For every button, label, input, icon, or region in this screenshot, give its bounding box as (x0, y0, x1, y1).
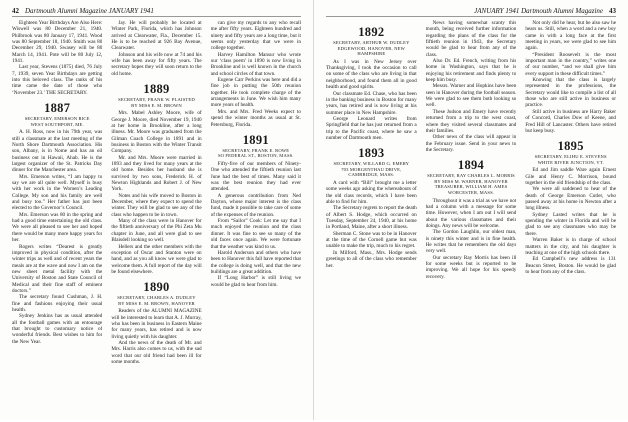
body-paragraph: George Leonard writes from Springfield that he has just returned from a trip to the Pacific coast, where he saw a number of Dartmouth men. (326, 115, 417, 141)
text-column (426, 20, 517, 422)
running-head-left (12, 6, 301, 17)
text-column (111, 20, 201, 422)
class-secretary-line: SECRETARY, FRANK E. ROWE SO FEDERAL ST., BOSTON, MASS. (217, 147, 294, 159)
body-paragraph: In Milford, Mass., Mrs. Hodge sends greetings to all of the class who remember her. (326, 249, 417, 269)
class-year-heading: 1890 (143, 280, 170, 295)
body-paragraph: A generous contribution from Ned Dayton, whose major interest is the class fund, made it possible to take care of some of the expenses of the reunion. (210, 192, 301, 218)
page-number-right: 43 (609, 7, 616, 15)
text-column (326, 20, 417, 422)
body-paragraph: A. H. Ross, now in his 79th year, was still a classmate at the last meeting of the North Shore Dartmouth Association. His son, Albany, is in Nome and has an oil business out in Hawaii, Ahab. He is the largest organizer of the St. Patricks Day dinner for the Manchester area. (12, 129, 103, 174)
right-page (314, 0, 628, 420)
class-year-heading: 1887 (44, 101, 71, 116)
body-paragraph: Mrs. and Mrs. Fred Weeks expect to spend the winter months as usual at St. Petersburg, Florida. (210, 108, 301, 128)
text-column (211, 20, 301, 422)
body-paragraph: If “Long Harbor” is still living we would be glad to hear from him. (210, 275, 301, 288)
body-paragraph: Sherman C. Stone was to be in Hanover at the time of the Cornell game but was unable to make the trip, much to his regret. (326, 230, 417, 250)
body-paragraph: News having somewhat scanty this month, being received further information regarding the plans of the class for the fiftieth reunion in 1943, the Secretary would be glad to hear from any of the class. (425, 20, 517, 58)
body-paragraph: Mrs. Emerson writes, “I am happy to say we are all quite well. Myself is busy with her work in the Women’s Leading College. My son and his family are well and busy too.” Her father has just been elected to the Governor’s Council. (12, 173, 103, 212)
class-secretary-line: SECRETARY, ARTHUR W. DUDLEY EDGEWOOD, HANOVER, NEW HAMPSHIRE (333, 40, 410, 57)
body-paragraph: The Secretary regrets to report the death of Albert S. Hodge, which occurred on Tuesday, September 24, 1940, at his home in Portland, Maine, after a short illness. (326, 205, 417, 231)
body-paragraph: Harvey Hamilton Mansur who wrote our ‘class poem’ in 1890 is now living in Brookline and is well known in the church and school circles of that town. (210, 51, 301, 77)
class-secretary-line: SECRETARY, FRANK W. PLAISTED BY MISS E. M. BROWN (118, 97, 195, 108)
body-paragraph: Sydney Jenkins has as usual attended all the football games with an entourage that brought to customary notice of wonderful friends. Best wishes to him for the New Year. (12, 313, 103, 345)
body-paragraph: Harold Anderson and others who have been to Hanover this fall have reported that the college is doing well, and that the new buildings are a great addition. (210, 249, 301, 275)
body-paragraph: Fifty-five of our members of Ninety-One who attended the fiftieth reunion last June had the best of times. Many said it was the best reunion they had ever attended. (210, 161, 301, 193)
body-paragraph: Other news of the class will appear in the February issue. Send in your news to the Secretary. (425, 134, 517, 153)
body-paragraph: And the news of the death of Mr. and Mrs. Harris also comes to us, with the sad word that our old friend had been ill for some months. (111, 340, 202, 366)
running-title-left: Dartmouth Alumni Magazine JANUARY 1941 (25, 7, 154, 15)
body-paragraph: Hellers and the other members with the exception of Oscar and Stanton were on hand, and as you all know we were glad to welcome them. A full report of the day will be found elsewhere. (111, 243, 202, 275)
body-paragraph: Also Dr. Ed. French, writing from his home in Washington, says that he is enjoying his retirement and finds plenty to keep him busy. (425, 58, 517, 84)
class-year-heading: 1895 (557, 139, 584, 154)
body-paragraph: Not only did he hear, but he also saw he hears us. Still, when a word and a new boy came in with a long face at the first meeting in years, we were glad to see him again. (525, 20, 616, 52)
running-head-right (326, 6, 616, 17)
class-secretary-line: SECRETARY, WILLARD G. EMERY 703 MORGENTHAU DRIVE, CAMBRIDGE, MASS. (333, 161, 410, 178)
body-paragraph: Rogers writes “Dearest is greatly improved in physical condition, after the winter trips as well and of recent years the meals are at the wave and now I am on the new sheet metal facility with the University of Boston and State Council of Medical and their fine staff of eminent doctors.” (12, 243, 103, 294)
body-paragraph: These Judson and Emery have recently returned from a trip to the west coast, where they visited several classmates and their families. (425, 108, 517, 134)
body-paragraph: A card with “Bill” brought me a letter some weeks ago asking the whereabouts of the old class records, which I have been able to find for him. (326, 180, 417, 206)
body-paragraph: Eugene Carr Perkins was here and did a fine job in putting the 50th reunion together. He took complete charge of the arrangements in June. We wish him many more years of health. (210, 77, 301, 109)
left-page (0, 0, 314, 420)
class-secretary-line: SECRETARY, EMERSON RICE WEST SOUTHPORT, ME. (24, 116, 90, 127)
body-paragraph: The secretary found Cushman, J. H. fine and fashions enjoying their usual health. (12, 294, 103, 313)
body-paragraph: Sydney Lasted writes that he is spending the winter in Florida and will be glad to see any classmates who may be there. (525, 211, 616, 237)
body-paragraph: Notes and his wife moved to Boston in December, where they expect to spend the winter. They will be glad to see any of the class who happen to be in town. (111, 192, 202, 218)
body-paragraph: Knowing that the class is largely represented in the professions, the Secretary would like to compile a list of all those who are still active in business or practice. (525, 77, 616, 109)
body-paragraph: As I was in New Jersey over Thanksgiving, I took the occasion to call on some of the class who are living in that neighborhood, and found them all in good health and good spirits. (326, 58, 417, 91)
body-paragraph: The Gordon Laughlin, our oldest man, is ninety this winter and is in fine health. He writes that he remembers the old days very well. (425, 229, 517, 255)
body-paragraph: Mrs. Emerson was 80 in the spring and had a good time entertaining the old class. We were all pleased to see her and hoped there would be many more happy years for her. (12, 211, 103, 244)
body-paragraph: Ed Campbell’s new address is 131 Beacon Street, Boston. He would be glad to hear from any of the class. (525, 256, 616, 275)
class-secretary-line: SECRETARY, CHARLES A. DUDLEY BY MISS E. M. BROWN, HANOVER (117, 295, 196, 306)
body-paragraph: Still active in business are Harry Baker of Concord, Charles Dow of Keene, and Fred Hill of Lancaster. Others have retired but keep busy. (525, 108, 616, 134)
body-paragraph: Throughout it was a trial as we have not had a column with a message for some time. However, when I am out I will send about the various classmates and their doings. Any news will be welcome. (425, 197, 517, 229)
body-paragraph: We were all saddened to hear of the death of George Emerson Cutler, who passed away at his home in Newton after a long illness. (525, 186, 616, 212)
body-paragraph: From “Sailor” Cook: Let me say that I much enjoyed the reunion and the class dinner. It was fine to see so many of the old faces once again. We were fortunate that the weather was kind to us. (210, 218, 301, 250)
body-paragraph: Mr. and Mrs. Moore were married in 1893 and they lived for many years at the old home. Besides her husband she is survived by two sons, Frederick H. of Newton Highlands and Robert J. of New York. (111, 154, 202, 193)
text-column (525, 20, 616, 422)
page-number-left: 42 (12, 7, 19, 15)
body-paragraph: Eighteen Year Birthdays Are Also Here: Wiswell was 80 December 21, 1940. Philbrook was 80 January 17, 1941. Wood was 80 September 18, 1940. Smith was 80 December 29, 1940. Swasey will be 80 March 14, 1941. Pote will be 80 July 12, 1941. (12, 20, 103, 65)
body-paragraph: Our secretary Ray Morris has been ill for some weeks but is reported to be improving. We all hope for his speedy recovery. (425, 254, 517, 280)
text-column (12, 20, 102, 422)
class-year-heading: 1894 (457, 158, 485, 173)
class-year-heading: 1893 (358, 146, 385, 161)
body-paragraph: Many of the class were in Hanover for the fiftieth anniversary of the Phi Zeta Mu chapter in June, and all were glad to see Blaisdell looking so well. (111, 218, 202, 244)
right-columns (326, 20, 616, 422)
body-paragraph: Johnson and his wife now at 74 and his wife has been away for fifty years. The secretary hopes they will soon return to the old home. (111, 51, 202, 77)
body-paragraph: Jay. He will probably be located at Winter Park, Florida, which has Johnson arrived at Clearwater, Fla., December 15. He is to be reached at 926 Bay Avenue, Clearwater. (111, 20, 202, 52)
body-paragraph: can give my regards to any who recall me after fifty years. Eighteen hundred and ninety and fifty years are a long time, but it seems only yesterday that we were in college together. (210, 20, 301, 52)
class-year-heading: 1891 (242, 132, 269, 147)
body-paragraph: Mrs. Mabel Ashley Moore, wife of George J. Moore, died November 19, 1940 at her home in Brookline, after a long illness. Mr. Moore was graduated from the Gilman Coach College in 1891 and in business in Boston with the Winter Transit Company. (111, 110, 202, 155)
body-paragraph: Ed and Jim saddle Ware again Ernest Gile and Henry C. Morrison, bound together in the old friendship of the class. (525, 167, 616, 187)
body-paragraph: Warren Baker is in charge of school matters in the city, and his daughter is teaching at one of the high schools there. (525, 237, 616, 256)
body-paragraph: Our classmate Ed. Chase, who has been in the banking business in Boston for many years, has retired and is now living at his summer place in New Hampshire. (326, 90, 417, 116)
body-paragraph: Messrs. Warner and Hopkins have been seen in Hanover during the football season. We were glad to see them both looking so well. (425, 83, 517, 109)
body-paragraph: Last year, Stevens (1875) died, 76 July 7, 1939, seven Year Birthdays are getting into this beloved class. The ranks of his time came the date of those who ‘November 23.’ THE SECRETARY. (12, 64, 103, 96)
running-title-right: JANUARY 1941 Dartmouth Alumni Magazine (474, 7, 603, 15)
body-paragraph: Readers of the ALUMNI MAGAZINE will be interested to learn that A. J. Murray, who has been in business in Eastern Maine for many years, has retired and is now living quietly with his daughter. (111, 308, 202, 340)
class-year-heading: 1892 (358, 25, 385, 39)
left-columns (12, 20, 301, 422)
class-secretary-line: SECRETARY, RAY CHARLES L. MORRIS BY MISS M. WARNER, HANOVER TREASURER, WILLIAM H. AMES WORCESTER, MASS. (427, 173, 515, 195)
body-paragraph: “President Roosevelt is the most important man in the country,” writes one of our number, “and we shall give him every support in these difficult times.” (525, 51, 616, 77)
class-secretary-line: SECRETARY, ELIHU E. STEVENS WHITE RIVER JUNCTION, VT. (534, 154, 607, 165)
class-year-heading: 1889 (143, 82, 170, 97)
